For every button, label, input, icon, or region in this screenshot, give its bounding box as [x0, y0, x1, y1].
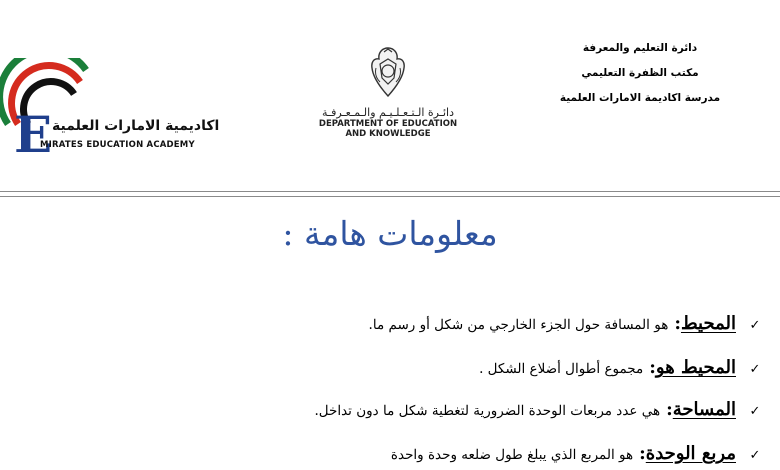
item-text: هي عدد مربعات الوحدة الضرورية لتغطية شكل ما دون تداخل. — [314, 403, 661, 419]
header-line-office: مكتب الظفرة التعليمي — [581, 67, 699, 79]
page-title: معلومات هامة : — [282, 214, 498, 253]
header-line-school: مدرسة اكاديمة الامارات العلمية — [559, 92, 721, 104]
item-text: هو المسافة حول الجزء الخارجي من شكل أو رسم ما. — [368, 317, 669, 333]
item-term: المساحة — [672, 399, 736, 420]
department-logo — [318, 44, 458, 139]
header-divider-bottom — [0, 196, 780, 197]
item-text: مجموع أطوال أضلاع الشكل . — [479, 361, 644, 377]
school-header — [540, 36, 740, 111]
checkmark-icon: ✓ — [749, 318, 761, 333]
academy-letter-e: E — [14, 105, 53, 164]
header-line-directorate: دائرة التعليم والمعرفة — [582, 42, 698, 54]
item-colon: : — [649, 357, 656, 378]
department-english-name-line1: DEPARTMENT OF EDUCATION — [318, 119, 458, 129]
department-english-name-line2: AND KNOWLEDGE — [345, 129, 431, 139]
department-arabic-name: دائـرة الـتـعـلـيـم والـمـعـرفـة — [322, 106, 454, 119]
checkmark-icon: ✓ — [749, 404, 761, 419]
header-divider-top — [0, 191, 780, 192]
academy-logo — [0, 58, 240, 164]
info-item — [369, 312, 764, 338]
item-colon: : — [639, 443, 646, 464]
info-item — [479, 356, 764, 382]
academy-arabic-title: اكاديمية الامارات العلمية — [52, 118, 220, 134]
item-term: المحيط — [680, 313, 736, 334]
academy-english-title: MIRATES EDUCATION ACADEMY — [40, 140, 195, 150]
checkmark-icon: ✓ — [749, 362, 761, 377]
item-colon: : — [674, 313, 681, 334]
info-item — [314, 398, 764, 424]
item-text: هو المربع الذي يبلغ طول ضلعه وحدة واحدة — [390, 447, 634, 463]
item-colon: : — [666, 399, 673, 420]
item-term: المحيط هو — [655, 357, 736, 378]
falcon-emblem-icon — [368, 44, 408, 100]
info-item — [391, 442, 764, 468]
checkmark-icon: ✓ — [749, 448, 761, 463]
item-term: مربع الوحدة — [645, 443, 736, 464]
